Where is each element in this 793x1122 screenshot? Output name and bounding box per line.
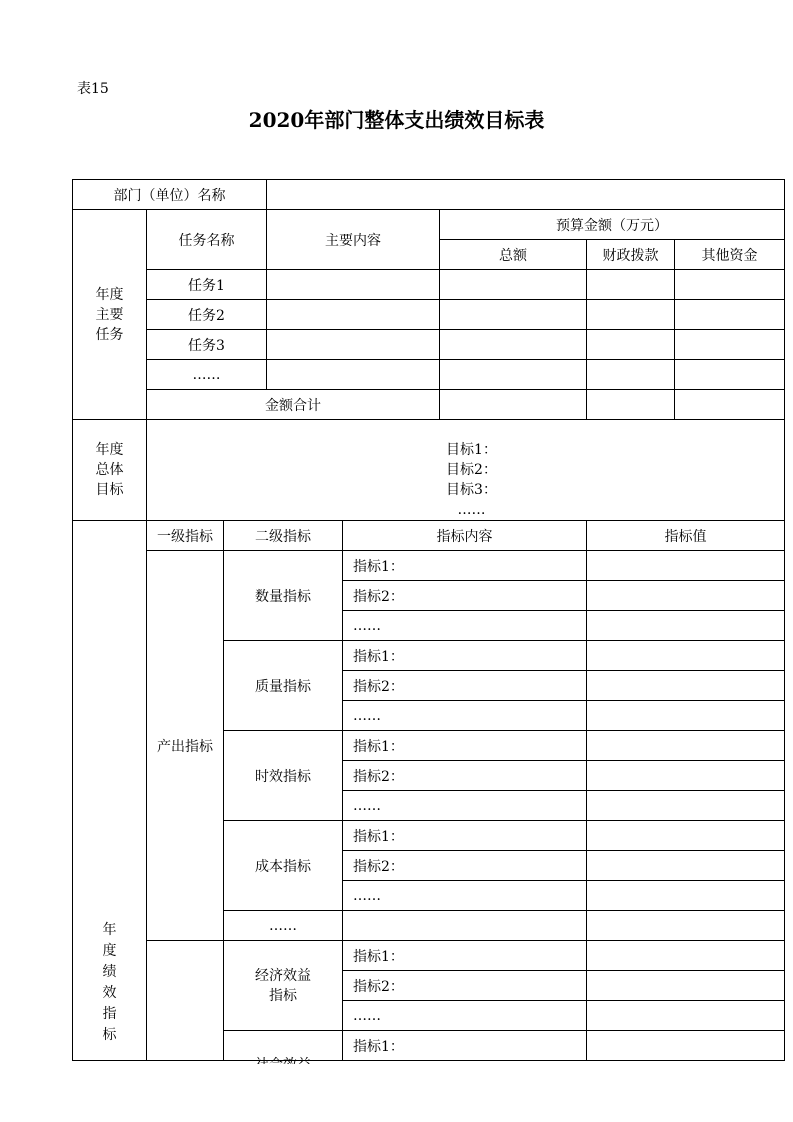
indicator-item[interactable]: 指标1： [343,821,587,851]
task-total-cell[interactable] [440,330,587,360]
indicator-item[interactable]: …… [343,611,587,641]
col-indicator-content: 指标内容 [343,521,587,551]
sum-fiscal-cell[interactable] [587,390,675,420]
indicator-item[interactable]: 指标2： [343,581,587,611]
indicator-item[interactable]: …… [343,701,587,731]
indicator-value-cell[interactable] [587,671,785,701]
indicator-value-cell[interactable] [587,851,785,881]
indicator-value-cell[interactable] [587,731,785,761]
goal-line: 目标3： [446,482,497,498]
indicator-value-cell[interactable] [587,941,785,971]
indicator-item[interactable]: 指标1： [343,641,587,671]
sum-label: 金额合计 [147,390,440,420]
task-other-cell[interactable] [675,270,785,300]
goal-line: 目标1： [446,442,497,458]
task-content-cell[interactable] [267,300,440,330]
indicator-item[interactable]: 指标1： [343,731,587,761]
indicator-value-cell[interactable] [587,881,785,911]
dept-name-value[interactable] [267,180,785,210]
annual-goals-label: 年度 总体 目标 [73,420,147,521]
cost-indicator-label: 成本指标 [224,821,343,911]
col-task-name: 任务名称 [147,210,267,270]
task-other-cell[interactable] [675,330,785,360]
indicator-value-cell[interactable] [587,1031,785,1061]
indicator-item[interactable]: 指标2： [343,671,587,701]
col-fiscal: 财政拨款 [587,240,675,270]
page-bottom-cutoff [0,1064,793,1122]
indicator-value-cell[interactable] [587,641,785,671]
indicator-content-cell[interactable] [343,911,587,941]
task-fiscal-cell[interactable] [587,360,675,390]
task-fiscal-cell[interactable] [587,300,675,330]
task-total-cell[interactable] [440,270,587,300]
output-indicator-label: 产出指标 [147,551,224,941]
col-total: 总额 [440,240,587,270]
col-level1: 一级指标 [147,521,224,551]
more-level2-ellipsis: …… [224,911,343,941]
col-main-content: 主要内容 [267,210,440,270]
quality-indicator-label: 质量指标 [224,641,343,731]
indicator-value-cell[interactable] [587,1001,785,1031]
task-total-cell[interactable] [440,300,587,330]
timeliness-indicator-label: 时效指标 [224,731,343,821]
performance-goal-table [72,179,785,1061]
page-title: 2020年部门整体支出绩效目标表 [248,108,545,132]
task-other-cell[interactable] [675,360,785,390]
task-fiscal-cell[interactable] [587,270,675,300]
col-budget: 预算金额（万元） [440,210,785,240]
indicator-value-cell[interactable] [587,701,785,731]
indicator-item[interactable]: 指标1： [343,941,587,971]
sum-other-cell[interactable] [675,390,785,420]
task-total-cell[interactable] [440,360,587,390]
task-other-cell[interactable] [675,300,785,330]
annual-indicators-label: 年 度 绩 效 指 标 [73,521,147,1061]
goal-line: …… [457,502,486,518]
col-level2: 二级指标 [224,521,343,551]
indicator-item[interactable]: …… [343,1001,587,1031]
effect-indicator-label [147,941,224,1061]
indicator-item[interactable]: 指标2： [343,761,587,791]
col-other: 其他资金 [675,240,785,270]
economic-benefit-label: 经济效益 指标 [224,941,343,1031]
task-content-cell[interactable] [267,360,440,390]
indicator-value-cell[interactable] [587,761,785,791]
task-content-cell[interactable] [267,270,440,300]
indicator-value-cell[interactable] [587,551,785,581]
indicator-item[interactable]: 指标2： [343,971,587,1001]
indicator-item[interactable]: …… [343,791,587,821]
indicator-value-cell[interactable] [587,971,785,1001]
col-indicator-value: 指标值 [587,521,785,551]
task-content-cell[interactable] [267,330,440,360]
dept-name-label: 部门（单位）名称 [73,180,267,210]
indicator-item[interactable]: …… [343,881,587,911]
task-fiscal-cell[interactable] [587,330,675,360]
indicator-value-cell[interactable] [587,581,785,611]
quantity-indicator-label: 数量指标 [224,551,343,641]
sum-total-cell[interactable] [440,390,587,420]
indicator-item[interactable]: 指标1： [343,551,587,581]
annual-goals-content[interactable] [147,420,785,521]
annual-tasks-label: 年度 主要 任务 [73,210,147,420]
indicator-item[interactable]: 指标2： [343,851,587,881]
task-name: 任务1 [147,270,267,300]
task-name: …… [147,360,267,390]
indicator-value-cell[interactable] [587,611,785,641]
goal-line: 目标2： [446,462,497,478]
indicator-value-cell[interactable] [587,911,785,941]
table-number: 表15 [77,81,109,97]
task-name: 任务3 [147,330,267,360]
indicator-value-cell[interactable] [587,791,785,821]
social-benefit-label [224,1031,343,1061]
task-name: 任务2 [147,300,267,330]
indicator-item[interactable]: 指标1： [343,1031,587,1061]
indicator-value-cell[interactable] [587,821,785,851]
